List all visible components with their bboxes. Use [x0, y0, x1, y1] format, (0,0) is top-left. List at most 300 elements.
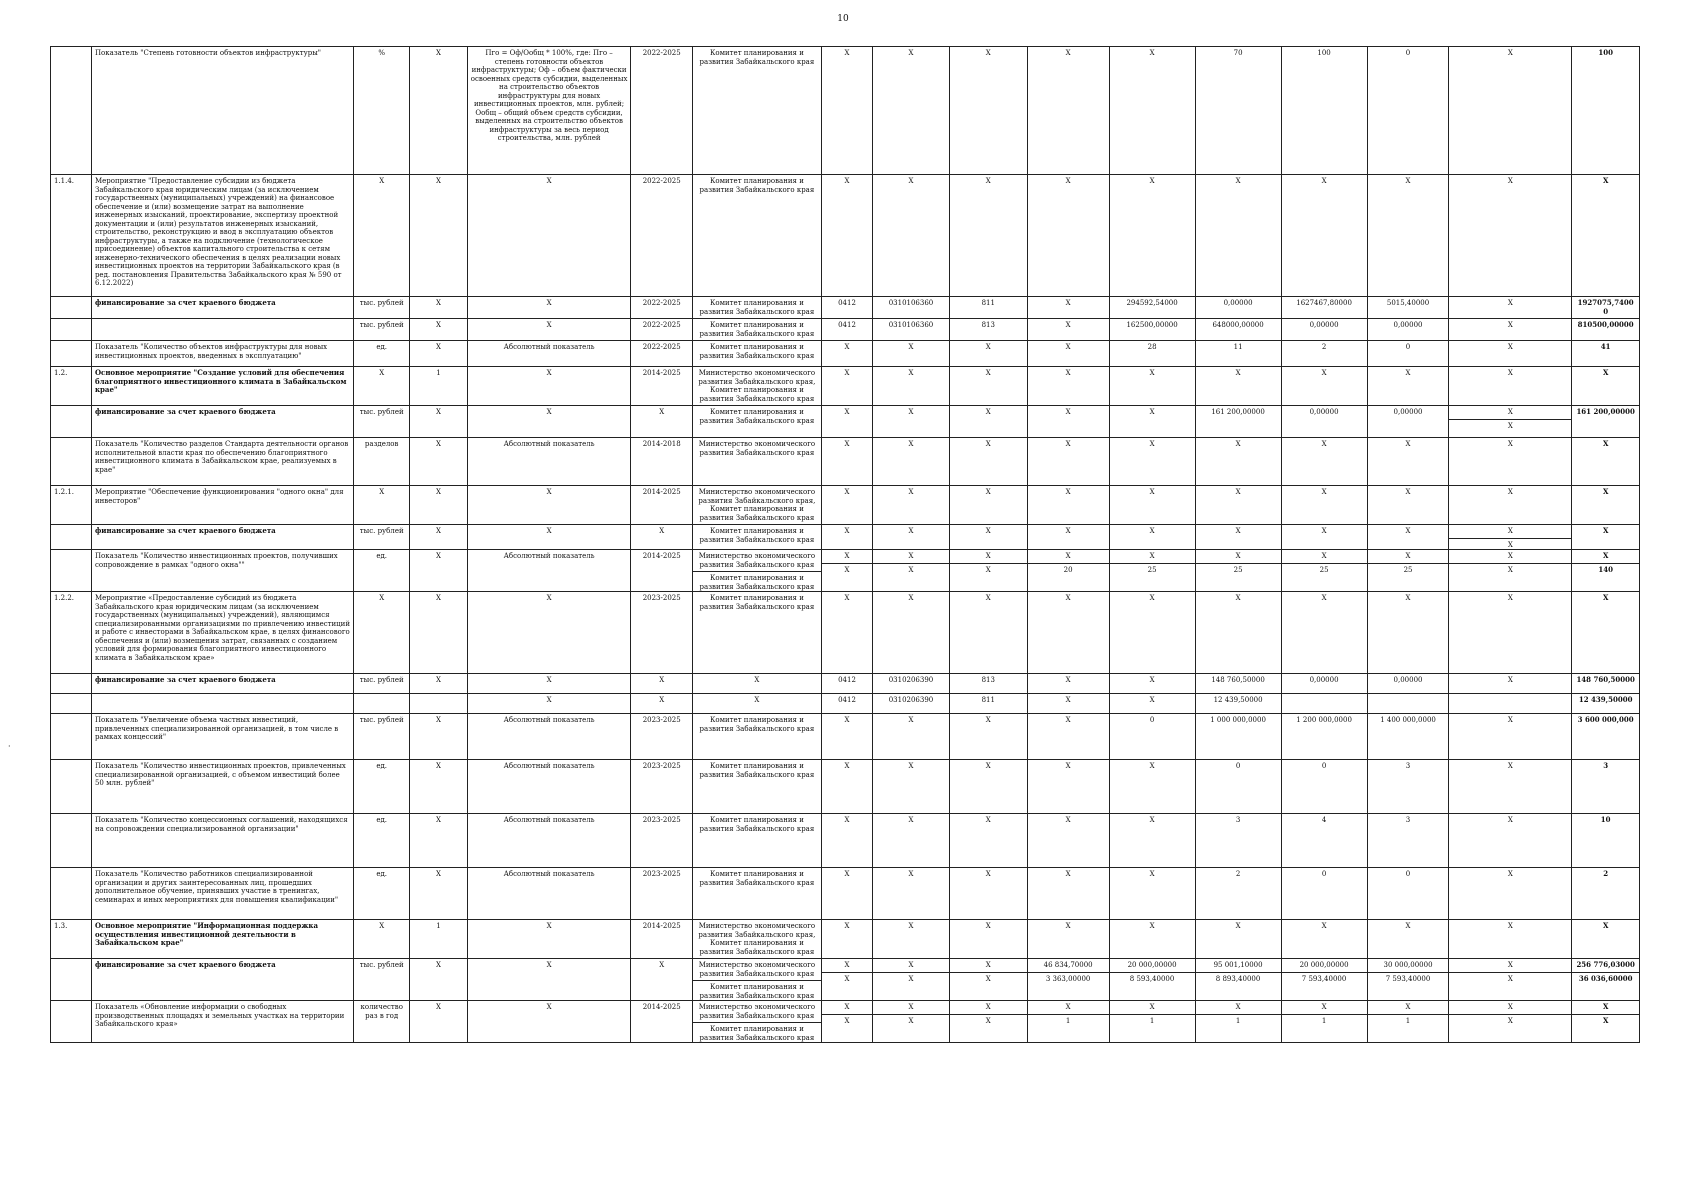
cell-text: 2022-2025 — [642, 299, 681, 307]
cell-kbk-vr — [949, 959, 1027, 1001]
cell-text: Министерство экономического развития Забайкальского края, Комитет планирования и развития Забайкальского края — [698, 488, 816, 522]
cell-text: 1.2. — [54, 369, 68, 377]
cell-text: Х — [985, 870, 991, 878]
cell-text: Х — [844, 552, 850, 560]
cell-text: Х — [436, 961, 441, 969]
cell-text: Абсолютный показатель — [503, 440, 595, 448]
table-row — [51, 438, 1640, 486]
cell-text: Х — [1507, 488, 1513, 496]
cell-text: Х — [1321, 177, 1327, 185]
cell-text: Х — [1405, 922, 1411, 930]
cell-weight — [410, 438, 467, 486]
cell-text: 1627467,80000 — [1296, 299, 1352, 307]
cell-text: Х — [436, 408, 441, 416]
cell-y2021 — [1027, 486, 1109, 525]
cell-text: 2 — [1603, 869, 1609, 878]
cell-y2025 — [1367, 367, 1449, 406]
table-row — [51, 341, 1640, 367]
cell-text: Х — [1507, 762, 1513, 770]
cell-y2021 — [1027, 814, 1109, 868]
cell-text: 2022-2025 — [642, 343, 681, 351]
cell-text: Х — [1065, 816, 1071, 824]
cell-total — [1572, 367, 1640, 406]
cell-total — [1572, 175, 1640, 297]
cell-text: Х — [985, 552, 991, 560]
cell-text: Х — [1321, 552, 1327, 560]
cell-text: 0 — [1405, 49, 1411, 57]
cell-text: Х — [1065, 408, 1071, 416]
cell-text: Х — [546, 299, 552, 307]
cell-y2022 — [1109, 297, 1195, 319]
cell-y2025 — [1367, 438, 1449, 486]
cell-text: Х — [1065, 696, 1071, 704]
cell-y2022 — [1109, 714, 1195, 760]
cell-text: Абсолютный показатель — [503, 716, 595, 724]
cell-text: ед. — [376, 870, 388, 878]
cell-kbk-csr — [873, 367, 950, 406]
cell-text: 256 776,03000 — [1576, 960, 1635, 969]
cell-kbk-rz — [821, 406, 872, 438]
cell-num — [51, 406, 92, 438]
cell-text: 0 — [1235, 762, 1241, 770]
cell-kbk-rz — [821, 486, 872, 525]
cell-y2023 — [1195, 367, 1281, 406]
cell-name — [91, 47, 353, 175]
cell-y2025 — [1367, 959, 1449, 1001]
cell-y2021 — [1027, 175, 1109, 297]
cell-text: Х — [908, 488, 914, 496]
cell-text: 1.1.4. — [54, 177, 75, 185]
cell-text: Х — [1449, 419, 1571, 431]
cell-text: Х — [379, 922, 385, 930]
cell-unit — [354, 175, 410, 297]
cell-method — [467, 438, 631, 486]
cell-text: Показатель "Увеличение объема частных инвестиций, привлеченных специализированной организацией, в том числе в рамках концессий" — [94, 716, 339, 741]
cell-text: Показатель "Количество инвестиционных проектов, привлеченных специализированной организацией, с объемом инвестиций более 50 млн. рублей" — [94, 762, 346, 787]
cell-kbk-rz — [821, 920, 872, 959]
cell-text: Х — [1405, 527, 1411, 535]
cell-y2021 — [1027, 714, 1109, 760]
cell-period — [631, 297, 692, 319]
cell-text: Х — [985, 594, 991, 602]
cell-text: Х — [1405, 177, 1411, 185]
cell-text: Комитет планирования и развития Забайкальского края — [699, 594, 815, 611]
cell-text: Х — [908, 343, 914, 351]
cell-text: 0412 — [838, 696, 856, 704]
cell-y2023 — [1195, 592, 1281, 674]
cell-executor — [692, 674, 821, 694]
cell-text: 7 593,40000 — [1368, 972, 1449, 984]
table-row — [51, 868, 1640, 920]
cell-text: 0412 — [838, 676, 856, 684]
cell-text: 1 — [1368, 1014, 1449, 1026]
cell-num — [51, 486, 92, 525]
cell-kbk-vr — [949, 714, 1027, 760]
cell-kbk-rz — [821, 592, 872, 674]
cell-text: Х — [546, 321, 552, 329]
cell-text: 0 — [1321, 762, 1327, 770]
cell-y2024 — [1281, 47, 1367, 175]
cell-unit — [354, 959, 410, 1001]
cell-text: Х — [436, 321, 441, 329]
cell-text: Х — [436, 488, 441, 496]
cell-text: Х — [822, 563, 872, 575]
cell-text: Х — [1507, 1003, 1513, 1011]
cell-text: Х — [1235, 177, 1241, 185]
cell-text: 1927075,74000 — [1577, 298, 1634, 316]
cell-y2025 — [1367, 674, 1449, 694]
cell-kbk-vr — [949, 814, 1027, 868]
cell-kbk-rz — [821, 525, 872, 550]
cell-kbk-vr — [949, 550, 1027, 592]
cell-unit — [354, 367, 410, 406]
cell-text: 2014-2025 — [642, 369, 681, 377]
cell-num — [51, 814, 92, 868]
cell-text: Министерство экономического развития Забайкальского края, Комитет планирования и развития Забайкальского края — [698, 922, 816, 956]
cell-kbk-vr — [949, 694, 1027, 714]
table-row — [51, 319, 1640, 341]
cell-text: 8 593,40000 — [1110, 972, 1195, 984]
cell-kbk-csr — [873, 674, 950, 694]
cell-y2022 — [1109, 175, 1195, 297]
cell-period — [631, 814, 692, 868]
cell-weight — [410, 760, 467, 814]
cell-text: Х — [546, 594, 552, 602]
cell-weight — [410, 714, 467, 760]
cell-y2025 — [1367, 47, 1449, 175]
cell-text: Х — [844, 488, 850, 496]
cell-y-extra — [1449, 760, 1572, 814]
cell-y2024 — [1281, 920, 1367, 959]
cell-name — [91, 592, 353, 674]
cell-text: Х — [436, 1003, 441, 1011]
cell-kbk-vr — [949, 525, 1027, 550]
table-row — [51, 674, 1640, 694]
cell-text: 811 — [981, 299, 995, 307]
cell-text: Показатель "Количество разделов Стандарта деятельности органов исполнительной власти края по обеспечению благоприятного инвестиционного климата в Забайкальском крае, реализуемых в крае" — [94, 440, 349, 474]
cell-text: 1 — [1028, 1014, 1109, 1026]
cell-text: Министерство экономического развития Забайкальского края — [698, 440, 816, 457]
cell-y2023 — [1195, 814, 1281, 868]
cell-text: Министерство экономического развития Забайкальского края, Комитет планирования и развития Забайкальского края — [698, 369, 816, 403]
cell-text: 11 — [1233, 343, 1243, 351]
cell-text: Х — [546, 408, 552, 416]
cell-text: Х — [1405, 594, 1411, 602]
cell-text: Х — [873, 563, 949, 575]
cell-y2023 — [1195, 175, 1281, 297]
cell-y-extra — [1449, 959, 1572, 1001]
cell-y2022 — [1109, 674, 1195, 694]
cell-y2022 — [1109, 319, 1195, 341]
cell-unit — [354, 319, 410, 341]
cell-text: Х — [1507, 870, 1513, 878]
cell-y2024 — [1281, 1001, 1367, 1043]
cell-text: Основное мероприятие "Информационная поддержка осуществления инвестиционной деятельности в Забайкальском крае" — [94, 921, 318, 947]
cell-method — [467, 406, 631, 438]
cell-text: Х — [1405, 552, 1411, 560]
cell-text: Х — [844, 177, 850, 185]
cell-name — [91, 341, 353, 367]
cell-text: Комитет планирования и развития Забайкальского края — [699, 762, 815, 779]
cell-y2022 — [1109, 959, 1195, 1001]
cell-y-extra — [1449, 525, 1572, 550]
cell-method — [467, 714, 631, 760]
cell-text: Х — [950, 1014, 1027, 1026]
cell-kbk-vr — [949, 674, 1027, 694]
cell-executor — [692, 341, 821, 367]
cell-text: Х — [1507, 408, 1513, 416]
cell-text: финансирование за счет краевого бюджета — [94, 526, 276, 535]
table-row — [51, 486, 1640, 525]
cell-text: 25 — [1368, 563, 1449, 575]
cell-text: 30 000,00000 — [1383, 961, 1433, 969]
cell-weight — [410, 367, 467, 406]
cell-text: финансирование за счет краевого бюджета — [94, 407, 276, 416]
cell-kbk-rz — [821, 550, 872, 592]
cell-weight — [410, 486, 467, 525]
cell-y2021 — [1027, 674, 1109, 694]
table-row — [51, 959, 1640, 1001]
cell-executor — [692, 868, 821, 920]
cell-text: Х — [1321, 488, 1327, 496]
cell-text: Х — [844, 343, 850, 351]
cell-period — [631, 868, 692, 920]
cell-text: 2022-2025 — [642, 177, 681, 185]
cell-text: 1 — [1196, 1014, 1281, 1026]
cell-weight — [410, 175, 467, 297]
cell-y2025 — [1367, 319, 1449, 341]
cell-y-extra — [1449, 592, 1572, 674]
cell-text: тыс. рублей — [359, 408, 404, 416]
cell-kbk-rz — [821, 47, 872, 175]
cell-text: Х — [985, 922, 991, 930]
cell-text: Х — [985, 961, 991, 969]
cell-text: 2023-2025 — [642, 716, 681, 724]
cell-text: 7 593,40000 — [1282, 972, 1367, 984]
cell-name — [91, 920, 353, 959]
cell-text: Х — [844, 816, 850, 824]
cell-y2025 — [1367, 525, 1449, 550]
cell-weight — [410, 525, 467, 550]
cell-num — [51, 694, 92, 714]
cell-kbk-rz — [821, 297, 872, 319]
cell-text: Х — [908, 440, 914, 448]
cell-y2021 — [1027, 319, 1109, 341]
cell-total — [1572, 674, 1640, 694]
cell-text: 3 — [1405, 816, 1411, 824]
cell-y2023 — [1195, 674, 1281, 694]
cell-text: Х — [436, 527, 441, 535]
cell-text: 2022-2025 — [642, 49, 681, 57]
cell-y2022 — [1109, 438, 1195, 486]
cell-num — [51, 438, 92, 486]
cell-text: Х — [844, 408, 850, 416]
cell-y2023 — [1195, 438, 1281, 486]
cell-y2025 — [1367, 341, 1449, 367]
cell-kbk-rz — [821, 959, 872, 1001]
cell-text: 294592,54000 — [1126, 299, 1178, 307]
cell-text: Х — [1572, 1014, 1639, 1026]
cell-text: Х — [1065, 762, 1071, 770]
cell-y2024 — [1281, 592, 1367, 674]
cell-text: Х — [985, 716, 991, 724]
cell-total — [1572, 868, 1640, 920]
cell-text: ед. — [376, 343, 388, 351]
cell-num — [51, 868, 92, 920]
cell-kbk-csr — [873, 714, 950, 760]
cell-kbk-vr — [949, 175, 1027, 297]
cell-y2024 — [1281, 297, 1367, 319]
cell-y2022 — [1109, 694, 1195, 714]
cell-kbk-rz — [821, 367, 872, 406]
cell-total — [1572, 486, 1640, 525]
cell-text: Х — [1507, 369, 1513, 377]
cell-num — [51, 47, 92, 175]
cell-text: Х — [1235, 369, 1241, 377]
cell-y2025 — [1367, 1001, 1449, 1043]
cell-unit — [354, 760, 410, 814]
cell-text: 2 — [1235, 870, 1241, 878]
cell-period — [631, 486, 692, 525]
cell-num — [51, 674, 92, 694]
cell-y2023 — [1195, 341, 1281, 367]
cell-text: Х — [1149, 922, 1155, 930]
cell-text: 12 439,50000 — [1578, 695, 1633, 704]
cell-text: Х — [754, 696, 760, 704]
cell-text: Х — [1405, 488, 1411, 496]
cell-weight — [410, 341, 467, 367]
cell-text: Х — [1449, 563, 1571, 575]
cell-unit — [354, 920, 410, 959]
cell-unit — [354, 341, 410, 367]
cell-y2025 — [1367, 920, 1449, 959]
cell-text: 1.2.1. — [54, 488, 75, 496]
cell-text: 161 200,00000 — [1211, 408, 1265, 416]
cell-weight — [410, 1001, 467, 1043]
page-number: 10 — [837, 14, 849, 24]
cell-text: 2014-2025 — [642, 552, 681, 560]
cell-text: 1.3. — [54, 922, 68, 930]
cell-num — [51, 592, 92, 674]
cell-text: Х — [1149, 552, 1155, 560]
cell-text: Х — [985, 343, 991, 351]
cell-text: Х — [908, 870, 914, 878]
cell-unit — [354, 814, 410, 868]
cell-text: Х — [985, 408, 991, 416]
cell-executor — [692, 319, 821, 341]
cell-total — [1572, 341, 1640, 367]
cell-text: 20 000,00000 — [1299, 961, 1349, 969]
cell-text: 12 439,50000 — [1213, 696, 1263, 704]
cell-num — [51, 525, 92, 550]
cell-text: Х — [1602, 551, 1609, 560]
cell-executor — [692, 406, 821, 438]
cell-total — [1572, 550, 1640, 592]
cell-text: 1 — [436, 922, 441, 930]
cell-text: Х — [1065, 552, 1071, 560]
cell-text: Х — [546, 961, 552, 969]
cell-text: Х — [1149, 696, 1155, 704]
cell-total — [1572, 760, 1640, 814]
cell-text: Х — [844, 594, 850, 602]
cell-y2021 — [1027, 406, 1109, 438]
cell-period — [631, 760, 692, 814]
cell-kbk-csr — [873, 694, 950, 714]
cell-num — [51, 550, 92, 592]
cell-y2023 — [1195, 550, 1281, 592]
table-row — [51, 592, 1640, 674]
cell-weight — [410, 592, 467, 674]
cell-text: Показатель «Обновление информации о свободных производственных площадях и земельных участках на территории Забайкальского края» — [94, 1003, 345, 1028]
cell-text: Х — [844, 922, 850, 930]
cell-y2021 — [1027, 592, 1109, 674]
cell-unit — [354, 297, 410, 319]
cell-total — [1572, 1001, 1640, 1043]
cell-y-extra — [1449, 694, 1572, 714]
cell-text: 2023-2025 — [642, 594, 681, 602]
cell-text: Х — [546, 922, 552, 930]
cell-text: 813 — [981, 676, 995, 684]
cell-y2021 — [1027, 550, 1109, 592]
cell-y-extra — [1449, 175, 1572, 297]
cell-text: Х — [1602, 439, 1609, 448]
cell-text: Абсолютный показатель — [503, 870, 595, 878]
cell-text: Х — [985, 816, 991, 824]
cell-y2023 — [1195, 47, 1281, 175]
cell-period — [631, 438, 692, 486]
cell-kbk-vr — [949, 592, 1027, 674]
cell-y2025 — [1367, 297, 1449, 319]
cell-y2021 — [1027, 959, 1109, 1001]
cell-text: Показатель "Количество объектов инфраструктуры для новых инвестиционных проектов, введенных в эксплуатацию" — [94, 343, 328, 360]
cell-text: Х — [1602, 1002, 1609, 1011]
cell-text: 1.2.2. — [54, 594, 75, 602]
cell-y2025 — [1367, 760, 1449, 814]
cell-text: Абсолютный показатель — [503, 343, 595, 351]
cell-method — [467, 814, 631, 868]
cell-text: Х — [1065, 440, 1071, 448]
cell-num — [51, 341, 92, 367]
cell-text: Х — [1149, 369, 1155, 377]
cell-text: Абсолютный показатель — [503, 552, 595, 560]
cell-weight — [410, 920, 467, 959]
cell-text: Х — [1507, 716, 1513, 724]
cell-period — [631, 175, 692, 297]
cell-text: Х — [1602, 368, 1609, 377]
cell-y2023 — [1195, 959, 1281, 1001]
cell-y2021 — [1027, 920, 1109, 959]
cell-unit — [354, 714, 410, 760]
cell-y2024 — [1281, 814, 1367, 868]
cell-kbk-rz — [821, 868, 872, 920]
cell-y2023 — [1195, 1001, 1281, 1043]
cell-text: Х — [1507, 527, 1513, 535]
cell-text: Х — [1149, 49, 1155, 57]
cell-y-extra — [1449, 406, 1572, 438]
cell-total — [1572, 814, 1640, 868]
cell-text: Х — [1602, 176, 1609, 185]
cell-text: 0412 — [838, 321, 856, 329]
cell-text: 1 — [436, 369, 441, 377]
cell-y2025 — [1367, 592, 1449, 674]
cell-text: Х — [754, 676, 760, 684]
cell-text: Х — [908, 762, 914, 770]
cell-text: Х — [379, 369, 385, 377]
cell-num — [51, 297, 92, 319]
cell-text: Основное мероприятие "Создание условий для обеспечения благоприятного инвестиционного климата в Забайкальском крае" — [94, 368, 347, 394]
cell-text: Х — [1149, 676, 1155, 684]
cell-y2025 — [1367, 694, 1449, 714]
